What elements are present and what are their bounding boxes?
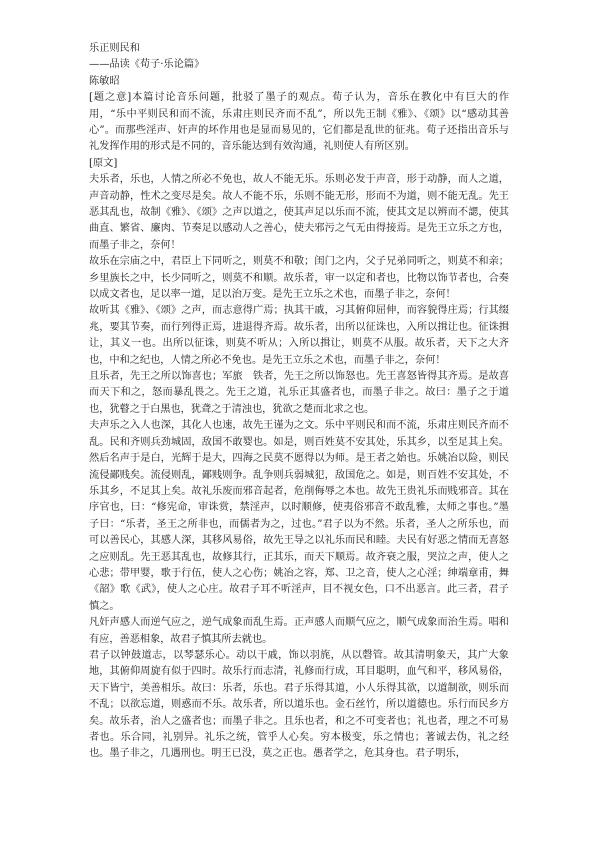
body-paragraph-4: 且乐者，先王之所以饰喜也；军旅 铁者，先王之所以饰怒也。先王喜怒皆得其齐焉。是故喜而天下和之，怒而暴乱畏之。先王之道，礼乐正其盛者也，而墨子非之。故曰：墨子之于道也，犹瞽之于白黑也，犹聋之于清浊也，犹欲之楚而北求之也。: [89, 371, 509, 415]
body-paragraph-6: 凡奸声感人而逆气应之，逆气成象而乱生焉。正声感人而顺气应之，顺气成象而治生焉。唱和有应，善恶相象，故君子慎其所去就也。: [89, 617, 509, 645]
doc-subtitle: ——品读《荀子·乐论篇》: [89, 59, 205, 71]
body-paragraph-7: 君子以钟鼓道志，以琴瑟乐心。动以干戚，饰以羽旄，从以磬管。故其清明象天，其广大象地，其俯仰周旋有似于四时。故乐行而志清，礼修而行成，耳目聪明，血气和平，移风易俗，天下皆宁，美善相乐。故曰：乐者，乐也。君子乐得其道，小人乐得其欲，以道制欲，则乐而不乱；以欲忘道，则惑而不乐。故乐者，所以道乐也。金石丝竹，所以道德也。乐行而民乡方矣。故乐者，治人之盛者也；而墨子非之。且乐也者，和之不可变者也；礼也者，理之不可易者也。乐合同，礼别异。礼乐之统，管乎人心矣。穷本极变，乐之情也；著诚去伪，礼之经也。墨子非之，几遇刑也。明王已没，莫之正也。愚者学之，危其身也。君子明乐，: [89, 649, 509, 760]
body-paragraph-2: 故乐在宗庙之中，君臣上下同听之，则莫不和敬；闺门之内，父子兄弟同听之，则莫不和亲；乡里族长之中，长少同听之，则莫不和顺。故乐者，审一以定和者也，比物以饰节者也，合奏以成文者也，足以率一道，足以治万变。是先王立乐之术也，而墨子非之，奈何！: [89, 256, 509, 301]
body-paragraph-1: 夫乐者，乐也，人情之所必不免也，故人不能无乐。乐则必发于声音，形于动静，而人之道，声音动静，性术之变尽是矣。故人不能不乐，乐则不能无形，形而不为道，则不能无乱。先王恶其乱也，故制《雅》、《颂》之声以道之，使其声足以乐而不流，使其文足以辨而不諰，使其曲直、繁省、廉肉、节奏足以感动人之善心，使夫邪污之气无由得接焉。是先王立乐之方也，而墨子非之，奈何！: [89, 174, 509, 251]
intro-paragraph: [89, 90, 509, 156]
body-paragraph-3: 故听其《雅》、《颂》之声，而志意得广焉；执其干戚，习其俯仰屈伸，而容貌得庄焉；行其缀兆，要其节奏，而行列得正焉，进退得齐焉。故乐者，出所以征诛也，入所以揖让也。征诛揖让，其义一也。出所以征诛，则莫不听从；入所以揖让，则莫不从服。故乐者，天下之大齐也，中和之纪也，人情之所必不免也。是先王立乐之术也，而墨子非之，奈何！: [89, 305, 509, 366]
body-paragraph-5: 夫声乐之入人也深，其化人也速，故先王谨为之文。乐中平则民和而不流，乐肃庄则民齐而不乱。民和齐则兵劲城固，敌国不敢婴也。如是，则百姓莫不安其处，乐其乡，以至足其上矣。然后名声于是白，光辉于是大，四海之民莫不愿得以为师。是王者之始也。乐姚冶以险，则民流侵鄙贱矣。流侵则乱，鄙贱则争。乱争则兵弱城犯，敌国危之。如是，则百姓不安其处，不乐其乡，不足其上矣。故礼乐废而邪音起者，危削侮辱之本也。故先王贵礼乐而贱邪音。其在序官也，曰：“修宪命，审诛赏，禁淫声，以时顺修，使夷俗邪音不敢乱雅，太师之事也。”墨子曰：“乐者，圣王之所非也，而儒者为之，过也。”君子以为不然。乐者，圣人之所乐也，而可以善民心，其感人深，其移风易俗，故先王导之以礼乐而民和睦。夫民有好恶之情而无喜怒之应则乱。先王恶其乱也，故修其行，正其乐，而天下顺焉。故齐衰之服，哭泣之声，使人之心悲；带甲婴，歌于行伍，使人之心伤；姚冶之容，郑、卫之音，使人之心淫；绅端章甫，舞《韶》歌《武》，使人之心庄。故君子耳不听淫声，目不视女色，口不出恶言。此三者，君子慎之。: [89, 420, 509, 612]
original-label: [原文]: [89, 157, 118, 169]
document-page: [89, 41, 509, 763]
intro-label: [题之意]: [89, 92, 132, 104]
intro-text: 本篇讨论音乐问题，批驳了墨子的观点。荀子认为，音乐在教化中有巨大的作用，“乐中平则民和而不流，乐肃庄则民齐而不乱”，所以先王制《雅》、《颂》以“感动其善心”。而那些淫声、奸声的坏作用也是显而易见的，它们都是乱世的征兆。荀子还指出音乐与礼发挥作用的形式是不同的，音乐能达到有效沟通，礼则使人有所区别。: [89, 92, 510, 153]
doc-title: 乐正则民和: [89, 43, 140, 54]
doc-author: 陈敏昭: [89, 75, 120, 87]
